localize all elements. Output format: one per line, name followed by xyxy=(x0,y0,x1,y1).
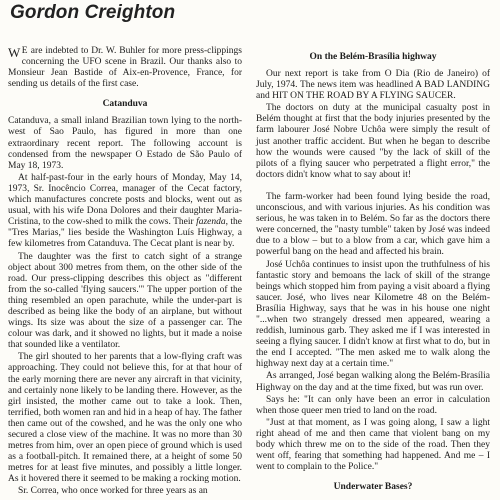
intro-smallcaps: E xyxy=(21,46,28,56)
paragraph: The doctors on duty at the municipal casualty post in Belém thought at first that the body injuries presented by the farm labourer José Nobre Uchôa were simply the result of just another traffic accident. But when he began to describe how the wounds were caused "by the lack of skill of the pilots of a flying saucer who perpetrated a flight error," the doctors didn't know what to say about it! xyxy=(256,103,490,180)
drop-cap: W xyxy=(8,45,21,60)
paragraph: "Just at that moment, as I was going along, I saw a light right ahead of me and then came that violent bang on my body which threw me on to the side of the road. Then they went off, fearing that something had happened. And me – I went to complain to the Police." xyxy=(256,417,490,473)
section-heading-underwater-bases: Underwater Bases? xyxy=(333,482,413,493)
paragraph: José Uchôa continues to insist upon the truthfulness of his fantastic story and bemoans the lack of skill of the strange beings which stopped him from paying a visit aboard a flying saucer. José, who lives near Kilometre 48 on the Belém-Brasília Highway, says that he was in his house one night "...when two strangely dressed men appeared, wearing a reddish, luminous garb. They asked me if I was interested in seeing a flying saucer. I didn't know at first what to do, but in the end I accepted. "The men asked me to walk along the highway next day at a certain time." xyxy=(256,259,490,370)
paragraph: At half-past-four in the early hours of Monday, May 14, 1973, Sr. Inocêncio Correa, manager of the Cecat factory, which manufactures concrete posts and blocks, went out as usual, with his wife Dona Dolores and their daughter Maria-Cristina, to the cow-shed to milk the cows. Their fazenda, the "Tres Marias," lies beside the Washington Luís Highway, a few kilometres from Catanduva. The Cecat plant is near by. xyxy=(8,172,242,250)
paragraph: The farm-worker had been found lying beside the road, unconscious, and with various injuries. As his condition was serious, he was taken in to Belém. So far as the doctors there were concerned, the "nasty tumble" taken by José was indeed due to a blow – but to a blow from a car, which gave him a powerful bang on the head and affected his brain. xyxy=(256,191,490,258)
paragraph: Says he: "It can only have been an error in calculation when those queer men tried to land on the road. xyxy=(256,394,490,416)
author-name: Gordon Creighton xyxy=(10,2,176,23)
paragraph: As arranged, José began walking along the Belém-Brasília Highway on the day and at the time fixed, but was run over. xyxy=(256,371,490,393)
paragraph: Our next report is take from O Dia (Rio de Janeiro) of July, 1974. The news item was headlined A BAD LANDING and HIT ON THE ROAD BY A FLYING SAUCER. xyxy=(256,69,490,102)
section-heading-belem-brasilia: On the Belém-Brasília highway xyxy=(309,52,437,62)
paragraph: Catanduva, a small inland Brazilian town lying to the north-west of Sao Paulo, has figured in more than one extraordinary recent report. The following account is condensed from the newspaper O Estado de São Paulo of May 18, 1973. xyxy=(8,116,242,171)
paragraph: Sr. Correa, who once worked for three years as an xyxy=(18,486,208,497)
intro-paragraph xyxy=(8,46,242,90)
intro-text: are indebted to Dr. W. Buhler for more press-clippings concerning the UFO scene in Brazil. Our thanks also to Monsieur Jean Bastide of Aix-en-Provence, France, for sending us details of the first case. xyxy=(8,46,242,90)
paragraph: The girl shouted to her parents that a low-flying craft was approaching. They could not believe this, for at that hour of the early morning there are never any aircraft in that vicinity, and certainly none likely to be landing there. However, as the girl insisted, the mother came out to take a look. Then, terrified, both women ran and hid in a heap of hay. The father then came out of the cowshed, and he was the only one who secured a close view of the machine. It was no more than 30 metres from him, over an open piece of ground which is used as a football-pitch. It remained there, at a height of some 50 metres for at least five minutes, and possibly a little longer. As it hovered there it seemed to be making a rocking motion. xyxy=(8,352,242,485)
left-column xyxy=(8,46,242,498)
paragraph: The daughter was the first to catch sight of a strange object about 300 metres from them, on the other side of the road. Our press-clipping describes this object as "different from the so-called 'flying saucers.'" The upper portion of the thing resembled an open parachute, while the under-part is described as being like the body of an airplane, but without wings. Its size was about the size of a passenger car. The colour was dark, and it showed no lights, but it made a noise that sounded like a ventilator. xyxy=(8,251,242,351)
section-heading-catanduva: Catanduva xyxy=(102,99,148,110)
right-column xyxy=(256,44,490,499)
